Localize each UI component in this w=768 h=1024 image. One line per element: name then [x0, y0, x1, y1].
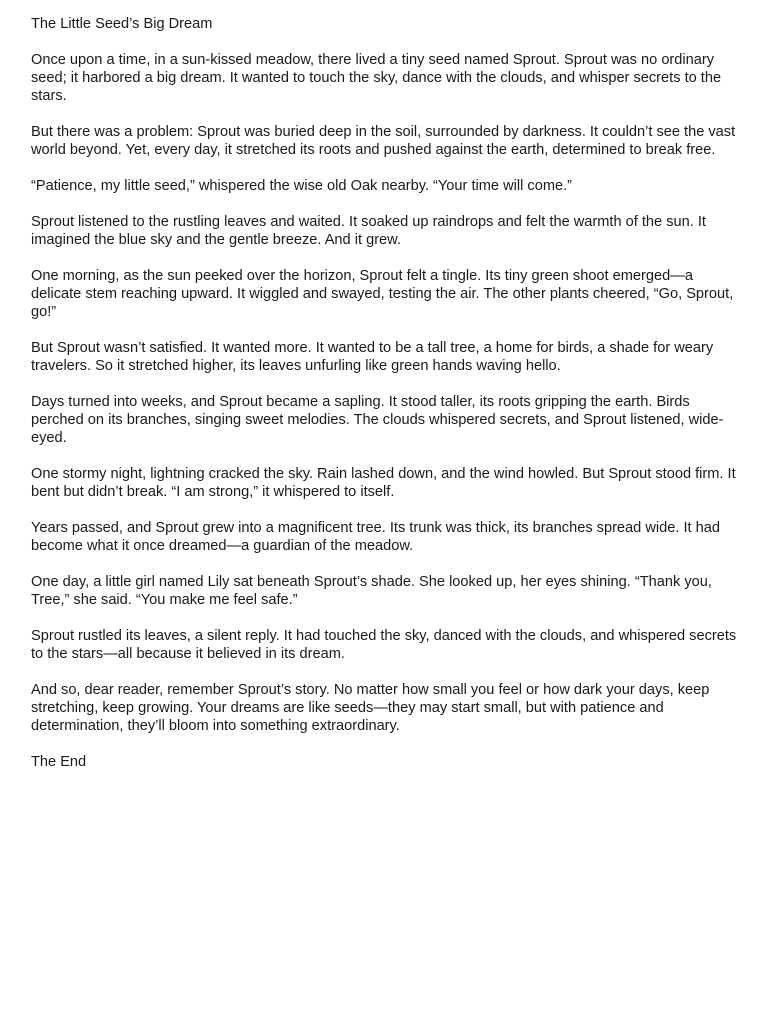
paragraph-8: One stormy night, lightning cracked the sky. Rain lashed down, and the wind howled. But Sprout stood firm. It bent but didn’t break. “I am strong,” it whispered to itself. — [31, 466, 736, 500]
document-page — [31, 15, 743, 771]
paragraph-2: But there was a problem: Sprout was buried deep in the soil, surrounded by darkness. It couldn’t see the vast world beyond. Yet, every day, it stretched its roots and pushed against the earth, determined to break free. — [31, 124, 736, 158]
paragraph-5: One morning, as the sun peeked over the horizon, Sprout felt a tingle. Its tiny green shoot emerged—a delicate stem reaching upward. It wiggled and swayed, testing the air. The other plants cheered, “Go, Sprout, go!” — [31, 268, 734, 320]
paragraph-3: “Patience, my little seed,” whispered the wise old Oak nearby. “Your time will come.” — [31, 178, 573, 194]
paragraph-10: One day, a little girl named Lily sat beneath Sprout’s shade. She looked up, her eyes shining. “Thank you, Tree,” she said. “You make me feel safe.” — [31, 574, 712, 608]
paragraph-1: Once upon a time, in a sun-kissed meadow, there lived a tiny seed named Sprout. Sprout was no ordinary seed; it harbored a big dream. It wanted to touch the sky, dance with the clouds, and whisper secrets to the stars. — [31, 52, 722, 104]
story-ending: The End — [31, 754, 87, 770]
paragraph-9: Years passed, and Sprout grew into a magnificent tree. Its trunk was thick, its branches spread wide. It had become what it once dreamed—a guardian of the meadow. — [31, 520, 720, 554]
paragraph-11: Sprout rustled its leaves, a silent reply. It had touched the sky, danced with the clouds, and whispered secrets to the stars—all because it believed in its dream. — [31, 628, 737, 662]
paragraph-4: Sprout listened to the rustling leaves and waited. It soaked up raindrops and felt the warmth of the sun. It imagined the blue sky and the gentle breeze. And it grew. — [31, 214, 706, 248]
story-title: The Little Seed’s Big Dream — [31, 16, 213, 32]
paragraph-6: But Sprout wasn’t satisfied. It wanted more. It wanted to be a tall tree, a home for birds, a shade for weary travelers. So it stretched higher, its leaves unfurling like green hands waving hello. — [31, 340, 714, 374]
paragraph-7: Days turned into weeks, and Sprout became a sapling. It stood taller, its roots gripping the earth. Birds perched on its branches, singing sweet melodies. The clouds whispered secrets, and Sprout listened, wide-eyed. — [31, 394, 724, 446]
paragraph-12: And so, dear reader, remember Sprout’s story. No matter how small you feel or how dark your days, keep stretching, keep growing. Your dreams are like seeds—they may start small, but with patience and determination, they’ll bloom into something extraordinary. — [31, 682, 710, 734]
